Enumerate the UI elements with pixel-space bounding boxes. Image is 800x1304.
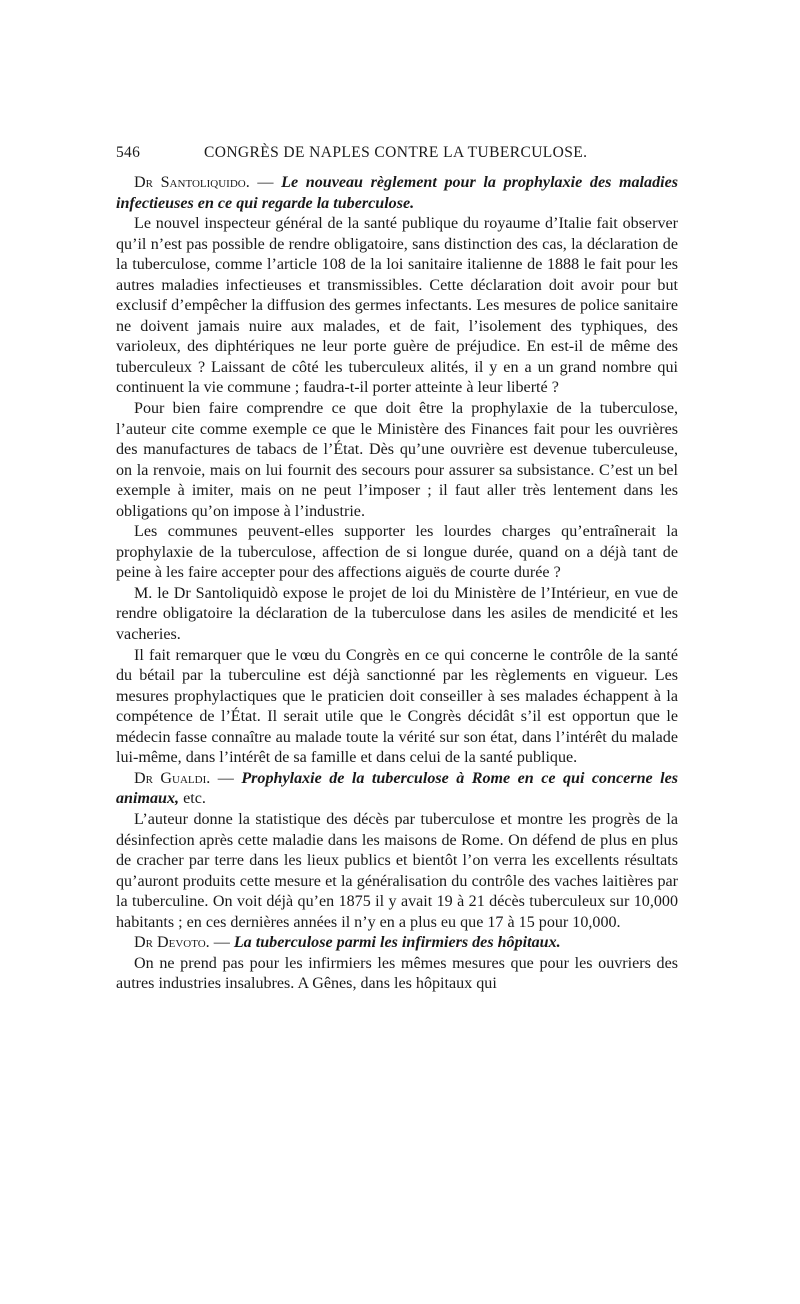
paragraph: Les communes peuvent-elles supporter les lourdes charges qu’entraînerait la prophylaxie de la tuberculose, affection de si longue durée, quand on a déjà tant de peine à les faire accepter pour des affections aiguës de courte durée ?	[116, 523, 678, 582]
heading-dash: —	[209, 934, 234, 952]
section-devoto	[116, 933, 678, 995]
paragraph: On ne prend pas pour les infirmiers les mêmes mesures que pour les ouvriers des autres industries insalubres. A Gênes, dans les hôpitaux qui	[116, 954, 678, 993]
section-heading	[116, 933, 678, 954]
running-head	[116, 143, 678, 165]
running-title: CONGRÈS DE NAPLES CONTRE LA TUBERCULOSE.	[204, 144, 588, 161]
heading-tail: etc.	[179, 790, 206, 808]
page-number: 546	[116, 144, 141, 161]
author-name: Dr Santoliquido.	[134, 174, 250, 191]
paper-title: La tuberculose parmi les infirmiers des hôpitaux.	[233, 934, 561, 952]
author-name: Dr Devoto.	[134, 934, 210, 952]
heading-dash: —	[210, 769, 242, 787]
heading-dash: —	[249, 174, 282, 191]
paragraph: Pour bien faire comprendre ce que doit être la prophylaxie de la tuberculose, l’auteur cite comme exemple ce que le Ministère des Finances fait pour les ouvrières des manufactures de tabacs de l’État. Dès qu’une ouvrière est devenue tuberculeuse, on la renvoie, mais on lui fournit des secours pour assurer sa subsistance. C’est un bel exemple à imiter, mais on ne peut l’imposer ; il faut aller très lentement dans les obligations qu’on impose à l’industrie.	[116, 400, 678, 520]
section-heading	[116, 173, 678, 214]
paragraph: L’auteur donne la statistique des décès par tuberculose et montre les progrès de la désinfection après cette maladie dans les maisons de Rome. On défend de plus en plus de cracher par terre dans les lieux publics et bientôt l’on verra les excellents résultats qu’auront produits cette mesure et la généralisation du contrôle des vaches laitières par la tuberculine. On voit déjà qu’en 1875 il y avait 19 à 21 décès tuberculeux sur 10,000 habitants ; en ces dernières années il n’y en a plus eu que 17 à 15 pour 10,000.	[116, 810, 678, 931]
paper-title: Prophylaxie de la tuberculose à Rome en ce qui concerne les animaux,	[116, 769, 679, 808]
paragraph: M. le Dr Santoliquidò expose le projet de loi du Ministère de l’Intérieur, en vue de rendre obligatoire la déclaration de la tuberculose dans les asiles de mendicité et les vacheries.	[116, 584, 678, 644]
author-name: Dr Gualdi.	[134, 769, 211, 787]
section-heading	[116, 769, 678, 810]
paragraph: Le nouvel inspecteur général de la santé publique du royaume d’Italie fait observer qu’il n’est pas possible de rendre obligatoire, sans distinction des cas, la déclaration de la tuberculose, comme l’article 108 de la loi sanitaire italienne de 1888 le fait pour les autres maladies infectieuses et transmissibles. Cette déclaration doit avoir pour but exclusif d’empêcher la diffusion des germes infectants. Les mesures de police sanitaire ne doivent jamais nuire aux malades, et de fait, l’isolement des typhiques, des varioleux, des diphtériques ne leur porte guère de préjudice. En est-il de même des tuberculeux ? Laissant de côté les tuberculeux alités, il y en a un grand nombre qui continuent la vie commune ; faudra-t-il porter atteinte à leur liberté ?	[116, 215, 678, 397]
paragraph: Il fait remarquer que le vœu du Congrès en ce qui concerne le contrôle de la santé du bétail par la tuberculine est déjà sanctionné par les règlements en vigueur. Les mesures prophylactiques que le praticien doit conseiller à ses malades échappent à la compétence de l’État. Il serait utile que le Congrès décidât s’il est opportun que le médecin fasse connaître au malade toute la vérité sur son état, dans l’intérêt du malade lui-même, dans l’intérêt de sa famille et dans celui de la santé publique.	[116, 646, 678, 767]
section-santoliquido	[116, 173, 678, 769]
paper-title: Le nouveau règlement pour la prophylaxie des maladies infectieuses en ce qui regarde la tuberculose.	[116, 174, 679, 212]
section-gualdi	[116, 769, 678, 933]
book-page	[116, 143, 678, 995]
